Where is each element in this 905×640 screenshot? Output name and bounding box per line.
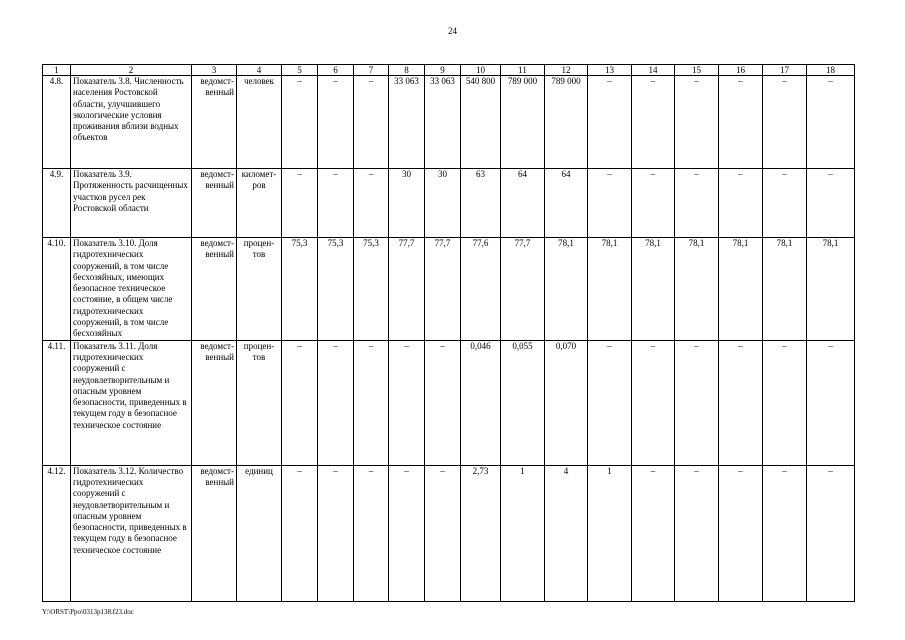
value-cell: 30 xyxy=(425,169,461,238)
row-number-cell: 4.10. xyxy=(43,238,71,341)
column-number: 17 xyxy=(763,65,807,76)
table-row xyxy=(43,340,855,465)
value-cell: 78,1 xyxy=(719,238,763,341)
column-number-row xyxy=(43,65,855,76)
indicator-type-cell: ведомст-венный xyxy=(192,238,237,341)
value-cell: – xyxy=(282,169,318,238)
indicator-type-cell: ведомст-венный xyxy=(192,340,237,465)
value-cell: – xyxy=(675,465,719,601)
value-cell: 78,1 xyxy=(632,238,675,341)
page-number: 24 xyxy=(448,26,457,36)
value-cell: – xyxy=(354,169,389,238)
value-cell: 64 xyxy=(545,169,588,238)
value-cell: 789 000 xyxy=(545,76,588,169)
column-number: 18 xyxy=(807,65,855,76)
indicator-name-cell: Показатель 3.8. Численность населения Ростовской области, улучшившего экологические условия проживания вблизи водных объектов xyxy=(71,76,192,169)
value-cell: 77,7 xyxy=(425,238,461,341)
value-cell: – xyxy=(588,76,632,169)
value-cell: 540 800 xyxy=(461,76,501,169)
value-cell: – xyxy=(588,340,632,465)
value-cell: – xyxy=(719,169,763,238)
indicator-name-cell: Показатель 3.10. Доля гидротехнических сооружений, в том числе бесхозяйных, имеющих безопасное техническое состояние, в общем числе гидротехнических сооружений, в том числе бесхозяйных xyxy=(71,238,192,341)
value-cell: 0,046 xyxy=(461,340,501,465)
column-number: 6 xyxy=(318,65,354,76)
value-cell: 77,6 xyxy=(461,238,501,341)
value-cell: – xyxy=(318,340,354,465)
indicator-name-cell: Показатель 3.12. Количество гидротехнических сооружений с неудовлетворительным и опасным уровнем безопасности, приведенных в текущем году в безопасное техническое состояние xyxy=(71,465,192,601)
column-number: 9 xyxy=(425,65,461,76)
indicator-type-cell: ведомст-венный xyxy=(192,465,237,601)
table-row xyxy=(43,76,855,169)
column-number: 16 xyxy=(719,65,763,76)
value-cell: 75,3 xyxy=(354,238,389,341)
table-row xyxy=(43,465,855,601)
indicator-name-cell: Показатель 3.9. Протяженность расчищенных участков русел рек Ростовской области xyxy=(71,169,192,238)
value-cell: – xyxy=(632,76,675,169)
value-cell: 1 xyxy=(588,465,632,601)
value-cell: – xyxy=(763,340,807,465)
value-cell: 75,3 xyxy=(282,238,318,341)
value-cell: 0,055 xyxy=(501,340,545,465)
value-cell: 75,3 xyxy=(318,238,354,341)
column-number: 8 xyxy=(389,65,425,76)
value-cell: – xyxy=(425,465,461,601)
unit-cell: процен-тов xyxy=(237,238,282,341)
unit-cell: человек xyxy=(237,76,282,169)
table-body xyxy=(43,65,855,602)
value-cell: 77,7 xyxy=(501,238,545,341)
value-cell: 77,7 xyxy=(389,238,425,341)
value-cell: 30 xyxy=(389,169,425,238)
value-cell: – xyxy=(632,340,675,465)
column-number: 1 xyxy=(43,65,71,76)
value-cell: – xyxy=(807,76,855,169)
indicators-table xyxy=(42,64,855,602)
value-cell: – xyxy=(807,465,855,601)
value-cell: 78,1 xyxy=(763,238,807,341)
unit-cell: единиц xyxy=(237,465,282,601)
column-number: 2 xyxy=(71,65,192,76)
column-number: 3 xyxy=(192,65,237,76)
value-cell: – xyxy=(675,340,719,465)
column-number: 11 xyxy=(501,65,545,76)
column-number: 13 xyxy=(588,65,632,76)
value-cell: 78,1 xyxy=(545,238,588,341)
value-cell: – xyxy=(763,465,807,601)
value-cell: 789 000 xyxy=(501,76,545,169)
value-cell: 63 xyxy=(461,169,501,238)
value-cell: – xyxy=(807,340,855,465)
value-cell: – xyxy=(675,76,719,169)
value-cell: – xyxy=(719,76,763,169)
value-cell: 78,1 xyxy=(675,238,719,341)
value-cell: – xyxy=(354,465,389,601)
table-row xyxy=(43,169,855,238)
value-cell: – xyxy=(389,465,425,601)
column-number: 15 xyxy=(675,65,719,76)
value-cell: 4 xyxy=(545,465,588,601)
value-cell: – xyxy=(354,340,389,465)
value-cell: – xyxy=(354,76,389,169)
value-cell: 33 063 xyxy=(425,76,461,169)
indicator-type-cell: ведомст-венный xyxy=(192,76,237,169)
column-number: 7 xyxy=(354,65,389,76)
value-cell: – xyxy=(807,169,855,238)
unit-cell: процен-тов xyxy=(237,340,282,465)
value-cell: – xyxy=(282,76,318,169)
column-number: 10 xyxy=(461,65,501,76)
column-number: 12 xyxy=(545,65,588,76)
value-cell: – xyxy=(632,169,675,238)
value-cell: – xyxy=(719,465,763,601)
value-cell: – xyxy=(425,340,461,465)
value-cell: 0,070 xyxy=(545,340,588,465)
column-number: 5 xyxy=(282,65,318,76)
row-number-cell: 4.12. xyxy=(43,465,71,601)
indicator-type-cell: ведомст-венный xyxy=(192,169,237,238)
value-cell: 64 xyxy=(501,169,545,238)
unit-cell: километ-ров xyxy=(237,169,282,238)
value-cell: – xyxy=(318,465,354,601)
column-number: 14 xyxy=(632,65,675,76)
indicator-name-cell: Показатель 3.11. Доля гидротехнических сооружений с неудовлетворительным и опасным уровнем безопасности, приведенных в текущем году в безопасное техническое состояние xyxy=(71,340,192,465)
value-cell: – xyxy=(675,169,719,238)
value-cell: 33 063 xyxy=(389,76,425,169)
column-number: 4 xyxy=(237,65,282,76)
value-cell: – xyxy=(588,169,632,238)
value-cell: 2,73 xyxy=(461,465,501,601)
footer-file-path: Y:\ORST\Ppo\0313p138.f23.doc xyxy=(42,608,134,616)
value-cell: – xyxy=(318,169,354,238)
row-number-cell: 4.9. xyxy=(43,169,71,238)
row-number-cell: 4.11. xyxy=(43,340,71,465)
value-cell: – xyxy=(389,340,425,465)
value-cell: – xyxy=(282,465,318,601)
value-cell: – xyxy=(763,169,807,238)
value-cell: 78,1 xyxy=(807,238,855,341)
value-cell: 1 xyxy=(501,465,545,601)
value-cell: – xyxy=(318,76,354,169)
value-cell: – xyxy=(282,340,318,465)
value-cell: – xyxy=(632,465,675,601)
row-number-cell: 4.8. xyxy=(43,76,71,169)
value-cell: – xyxy=(719,340,763,465)
value-cell: 78,1 xyxy=(588,238,632,341)
value-cell: – xyxy=(763,76,807,169)
table-row xyxy=(43,238,855,341)
